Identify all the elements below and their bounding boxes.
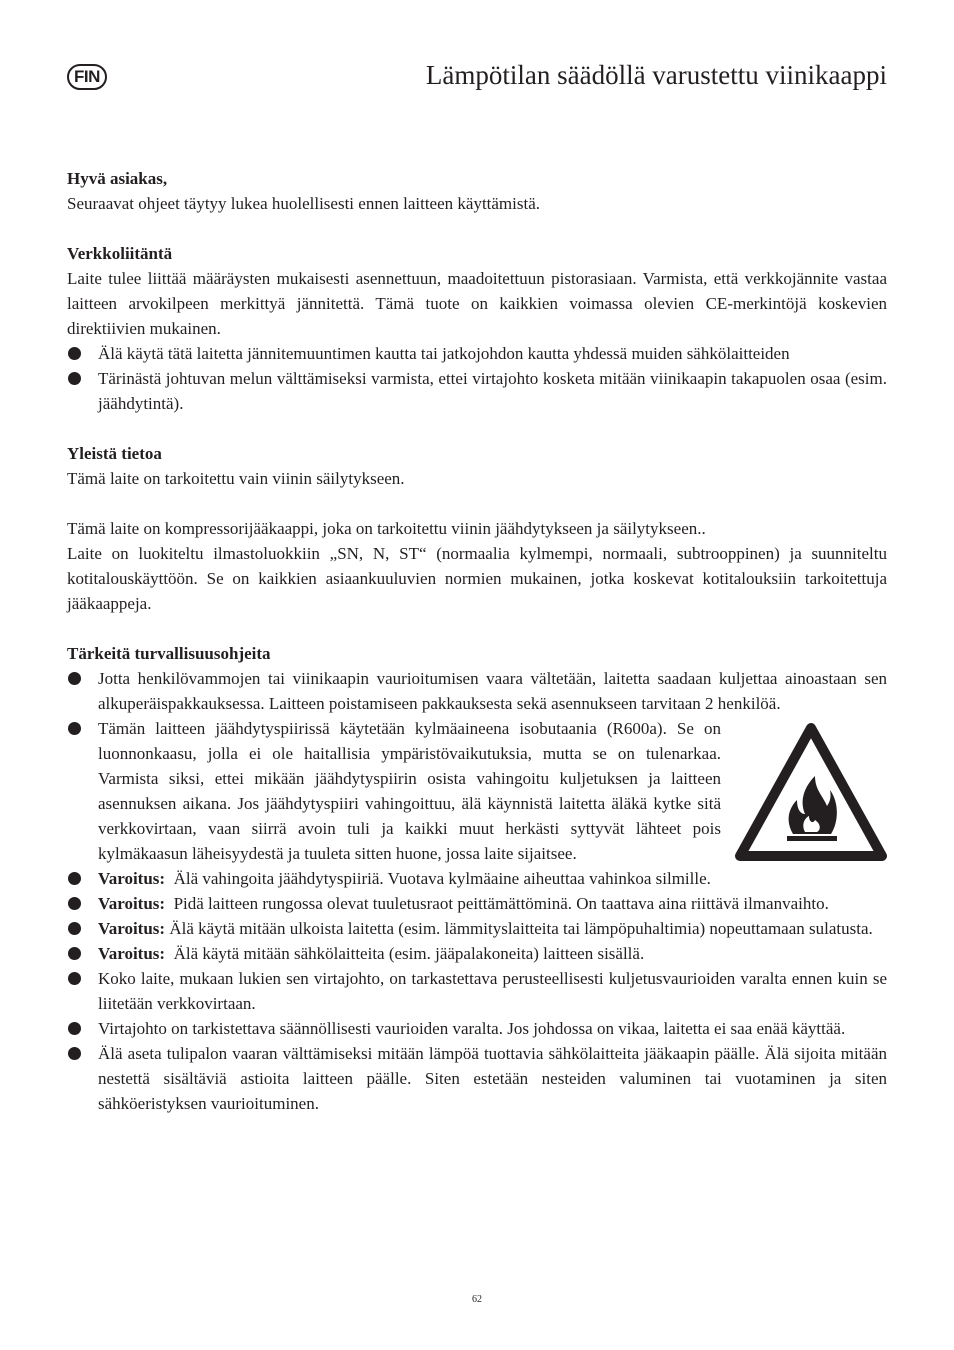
warning-label: Varoitus: (98, 919, 166, 938)
warning-text: Pidä laitteen rungossa olevat tuuletusraot peittämättöminä. On taattava aina riittävä ilmanvaihto. (173, 894, 829, 913)
general-text-3: Laite on luokiteltu ilmastoluokkiin „SN, N, ST“ (normaalia kylmempi, normaali, subtrooppinen) ja suunniteltu kotitalouskäyttöön. Se on kaikkien asiaankuuluvien normien mukainen, jotka koskevat kotitalouksiin tarkoitettuja jääkaappeja. (67, 544, 887, 613)
network-heading: Verkkoliitäntä (67, 244, 173, 263)
page-number: 62 (472, 1294, 482, 1305)
greeting-heading: Hyvä asiakas, (67, 169, 168, 188)
language-badge: FIN (67, 64, 107, 90)
warning-text: Älä käytä mitään sähkölaitteita (esim. jääpalakoneita) laitteen sisällä. (173, 944, 645, 963)
warning-text: Älä käytä mitään ulkoista laitetta (esim. lämmityslaitteita tai lämpöpuhaltimia) nopeuttamaan sulatusta. (169, 919, 873, 938)
general-text-2: Tämä laite on kompressorijääkaappi, joka on tarkoitettu viinin jäähdytykseen ja säilytykseen.. (67, 519, 706, 538)
document-body (67, 166, 887, 1116)
list-item: Jotta henkilövammojen tai viinikaapin vaurioitumisen vaara vältetään, laitetta saadaan kuljettaa ainoastaan sen alkuperäispakkauksessa. Laitteen poistamiseen pakkauksesta sekä asennukseen tarvitaan 2 henkilöä. (67, 666, 887, 716)
list-item: Koko laite, mukaan lukien sen virtajohto, on tarkastettava perusteellisesti kuljetusvaurioiden varalta ennen kuin se liitetään verkkovirtaan. (67, 966, 887, 1016)
greeting-text: Seuraavat ohjeet täytyy lukea huolellisesti ennen laitteen käyttämistä. (67, 194, 541, 213)
list-item: Tärinästä johtuvan melun välttämiseksi varmista, ettei virtajohto kosketa mitään viinikaapin takapuolen osaa (esim. jäähdytintä). (67, 366, 887, 416)
list-item-refrigerant (67, 716, 887, 866)
list-item: Älä aseta tulipalon vaaran välttämiseksi mitään lämpöä tuottavia sähkölaitteita jääkaapin päälle. Älä sijoita mitään nestettä sisältäviä astioita laitteen päälle. Siten estetään nesteiden valuminen tai vuotaminen ja siten sähköeristyksen vaurioituminen. (67, 1041, 887, 1116)
general-text-1: Tämä laite on tarkoitettu vain viinin säilytykseen. (67, 469, 405, 488)
network-text: Laite tulee liittää määräysten mukaisesti asennettuun, maadoitettuun pistorasiaan. Varmista, että verkkojännite vastaa laitteen arvokilpeen merkittyä jännitettä. Tämä tuote on kaikkien voimassa olevien CE-merkintöjä koskevien direktiivien mukainen. (67, 269, 887, 338)
safety-bullet-list (67, 666, 887, 1116)
list-item: Virtajohto on tarkistettava säännöllisesti vaurioiden varalta. Jos johdossa on vikaa, laitetta ei saa enää käyttää. (67, 1016, 887, 1041)
list-item (67, 891, 887, 916)
page-title: Lämpötilan säädöllä varustettu viinikaappi (425, 60, 887, 90)
warning-text: Älä vahingoita jäähdytyspiiriä. Vuotava kylmäaine aiheuttaa vahinkoa silmille. (173, 869, 711, 888)
warning-label: Varoitus: (98, 869, 166, 888)
list-item (67, 866, 887, 891)
warning-label: Varoitus: (98, 894, 166, 913)
safety-heading: Tärkeitä turvallisuusohjeita (67, 644, 271, 663)
warning-label: Varoitus: (98, 944, 166, 963)
flammable-warning-icon (735, 722, 887, 862)
refrigerant-text: Tämän laitteen jäähdytyspiirissä käytetään kylmäaineena isobutaania (R600a). Se on luonnonkaasu, jolla ei ole haitallisia ympäristövaikutuksia, mutta se on tulenarkaa. Varmista siksi, ettei mikään jäähdytyspiirin osista vahingoitu kuljetuksen ja laitteen asennuksen aikana. Jos jäähdytyspiiri vahingoittuu, älä käynnistä laitetta äläkä kytke sitä verkkovirtaan, vaan siirrä avoin tuli ja kaikki muut herkästi syttyvät lähteet pois kylmäkaasun läheisyydestä ja tuuleta sitten huone, jossa laite sijaitsee. (98, 719, 721, 863)
list-item (67, 916, 887, 941)
list-item (67, 941, 887, 966)
network-bullet-list (67, 341, 887, 416)
list-item: Älä käytä tätä laitetta jännitemuuntimen kautta tai jatkojohdon kautta yhdessä muiden sähkölaitteiden (67, 341, 887, 366)
general-heading: Yleistä tietoa (67, 444, 162, 463)
